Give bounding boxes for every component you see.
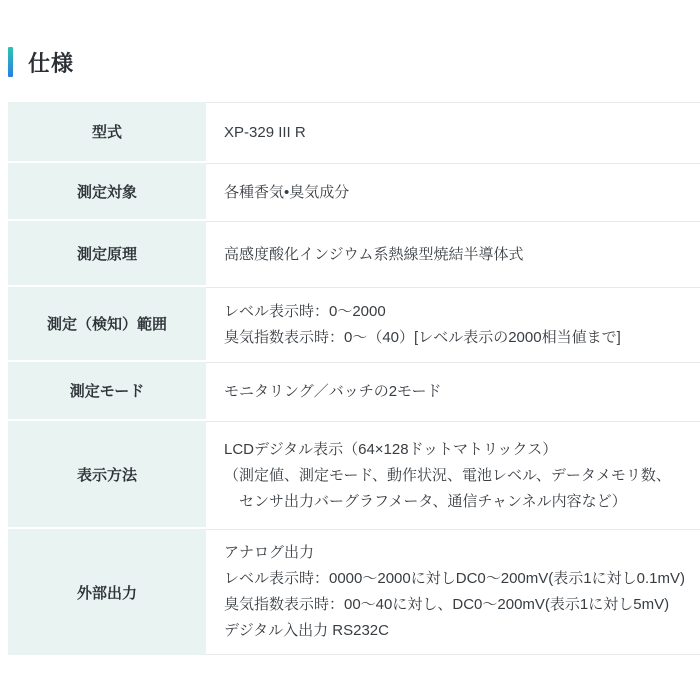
spec-value-line: 高感度酸化インジウム系熱線型焼結半導体式 <box>224 245 524 263</box>
spec-value-line: LCDデジタル表示（64×128ドットマトリックス） <box>224 440 558 458</box>
spec-value <box>206 362 700 421</box>
spec-value-line: レベル表示時：0〜2000 <box>224 303 386 320</box>
table-row <box>8 163 700 221</box>
spec-value <box>206 529 700 655</box>
spec-value <box>206 421 700 529</box>
spec-label: 測定モード <box>8 362 206 421</box>
spec-value-line: モニタリング／バッチの2モード <box>224 383 442 400</box>
spec-value-line: デジタル入出力 RS232C <box>224 622 389 639</box>
table-row <box>8 221 700 287</box>
spec-value-line: センサ出力バーグラフメータ、通信チャンネル内容など） <box>224 492 627 510</box>
table-row <box>8 421 700 529</box>
spec-value-line: 臭気指数表示時：0〜（40）[レベル表示の2000相当値まで] <box>224 329 621 346</box>
table-row <box>8 287 700 362</box>
spec-label: 外部出力 <box>8 529 206 655</box>
spec-value-line: （測定値、測定モード、動作状況、電池レベル、データメモリ数、 <box>224 466 671 484</box>
spec-label: 型式 <box>8 102 206 163</box>
spec-value <box>206 287 700 362</box>
spec-label: 測定（検知）範囲 <box>8 287 206 362</box>
spec-value <box>206 102 700 163</box>
table-row <box>8 102 700 163</box>
table-row <box>8 529 700 655</box>
spec-label: 測定対象 <box>8 163 206 221</box>
spec-value <box>206 221 700 287</box>
spec-value-line: レベル表示時：0000〜2000に対しDC0〜200mV(表示1に対し0.1mV) <box>224 570 685 587</box>
spec-value-line: XP-329 III R <box>224 124 306 141</box>
spec-value-line: 臭気指数表示時：00〜40に対し、DC0〜200mV(表示1に対し5mV) <box>224 596 670 613</box>
page-title: 仕様 <box>28 50 75 76</box>
spec-label: 測定原理 <box>8 221 206 287</box>
accent-bar-icon <box>8 47 13 77</box>
spec-value <box>206 163 700 221</box>
table-row <box>8 362 700 421</box>
spec-value-line: アナログ出力 <box>224 544 315 561</box>
spec-value-line: 各種香気•臭気成分 <box>224 183 350 201</box>
section-header <box>8 46 700 78</box>
spec-table <box>8 102 700 655</box>
spec-label: 表示方法 <box>8 421 206 529</box>
